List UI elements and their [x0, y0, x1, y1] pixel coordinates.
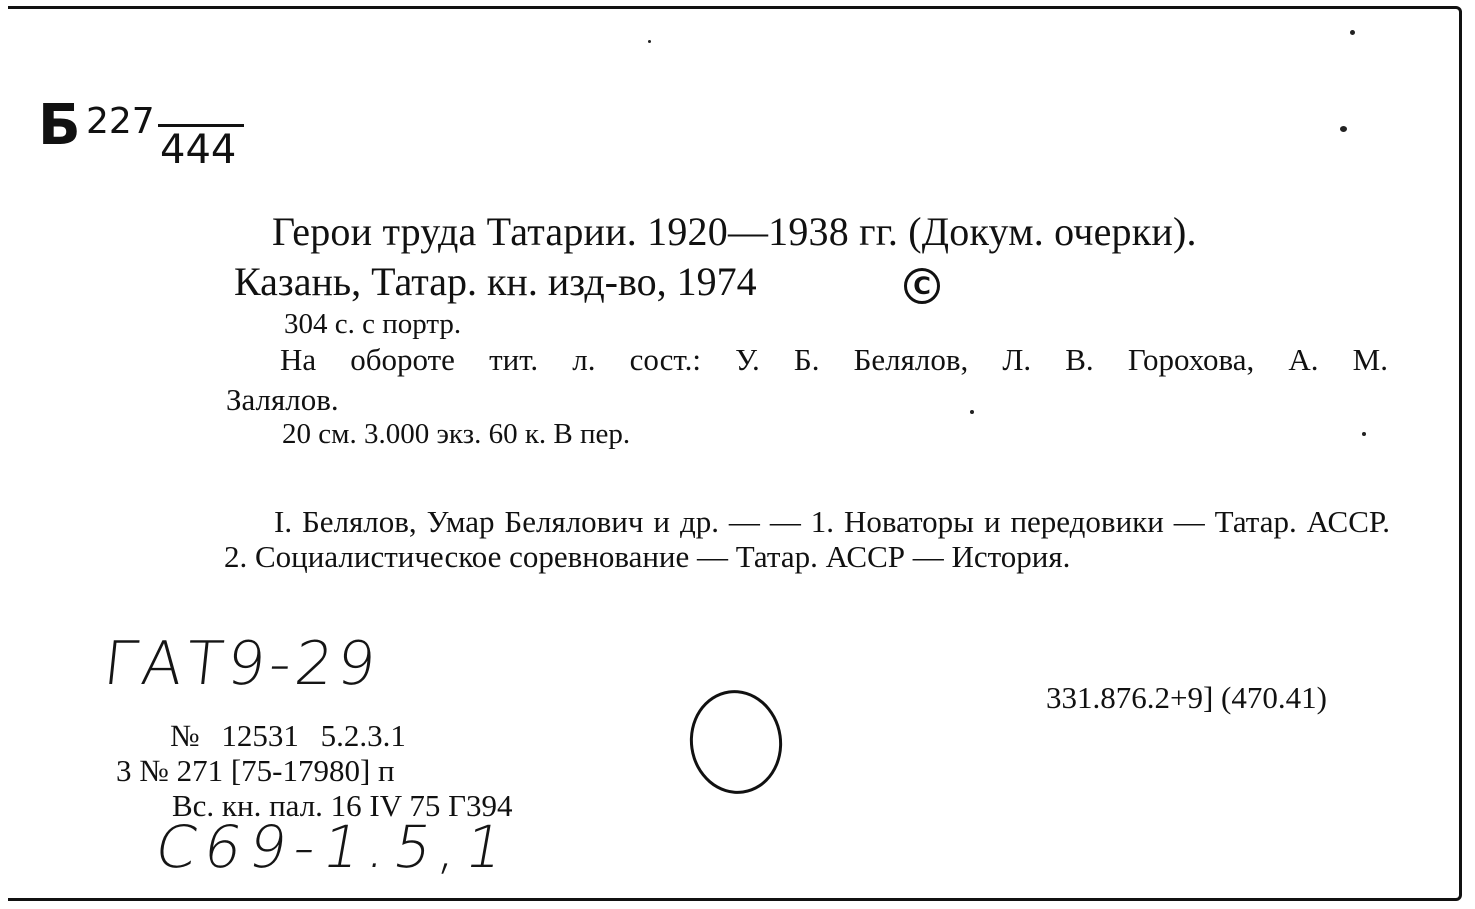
ink-speck — [1362, 432, 1366, 436]
ink-speck — [648, 40, 651, 43]
physical-description: 20 см. 3.000 экз. 60 к. В пер. — [282, 418, 631, 450]
copyright-icon: C — [904, 268, 940, 304]
udc-classification: 331.876.2+9] (470.41) — [1046, 680, 1327, 715]
ink-speck — [970, 410, 974, 414]
book-chamber-record: Вс. кн. пал. 16 IV 75 Г394 — [172, 788, 513, 823]
compilers-line: На обороте тит. л. сост.: У. Б. Белялов, Л. В. Горохова, А. М. — [280, 342, 1388, 377]
ink-speck — [1350, 30, 1355, 35]
book-title: Герои труда Татарии. 1920—1938 гг. (Докум. очерки). — [272, 209, 1197, 254]
compilers-continuation: Залялов. — [226, 382, 339, 417]
subject-tracings: I. Белялов, Умар Белялович и др. — — 1. Новаторы и передовики — Татар. АССР. 2. Социалистическое соревнование — Татар. АССР — История. — [224, 504, 1390, 574]
handwritten-note-c69: С69-1.5,1 — [150, 813, 517, 881]
order-number: № 12531 5.2.3.1 — [170, 718, 406, 753]
call-number-bottom: 444 — [160, 127, 237, 173]
handwritten-note-gat: ГАТ9-29 — [100, 629, 383, 699]
print-order: 3 № 271 [75-17980] п — [116, 753, 395, 788]
imprint: Казань, Татар. кн. изд-во, 1974 — [234, 259, 757, 304]
call-number-letter: Б — [38, 93, 81, 158]
call-number-top: 227 — [86, 101, 155, 142]
ink-speck — [1340, 126, 1347, 132]
pagination: 304 с. с портр. — [284, 308, 462, 340]
